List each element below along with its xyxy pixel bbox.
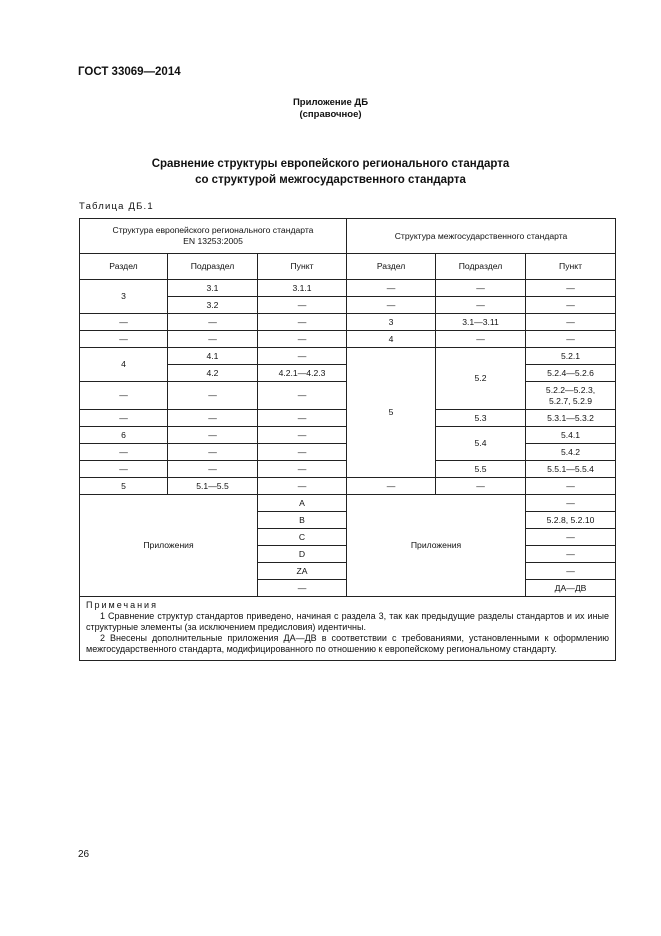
table-cell: 3	[80, 280, 168, 314]
table-cell: 6	[80, 427, 168, 444]
table-cell: —	[436, 297, 526, 314]
group-header-left	[80, 219, 347, 254]
table-cell: 3.2	[168, 297, 258, 314]
group-header-left-title: Структура европейского регионального стандарта	[112, 225, 314, 235]
table-cell: —	[80, 444, 168, 461]
table-cell: 4	[347, 331, 436, 348]
group-header-right: Структура межгосударственного стандарта	[347, 219, 616, 254]
table-row	[80, 495, 616, 512]
table-cell: —	[526, 495, 616, 512]
table-cell: —	[347, 478, 436, 495]
table-cell: 5.4	[436, 427, 526, 461]
comparison-table	[79, 218, 616, 661]
table-cell: 5.5	[436, 461, 526, 478]
table-cell: 5.4.1	[526, 427, 616, 444]
table-cell: 4.2.1—4.2.3	[258, 365, 347, 382]
table-cell: —	[258, 297, 347, 314]
table-cell: —	[168, 427, 258, 444]
annexes-cell-right: Приложения	[347, 495, 526, 597]
table-cell: —	[258, 427, 347, 444]
table-row	[80, 314, 616, 331]
note-2: 2 Внесены дополнительные приложения ДА—ДВ в соответствии с требованиями, установленными к оформлению межгосударственного стандарта, модифицированного по отношению к европейскому региональному стандарту.	[86, 633, 610, 654]
table-cell: —	[436, 331, 526, 348]
col-header: Подраздел	[436, 254, 526, 280]
table-cell: —	[258, 314, 347, 331]
table-cell: A	[258, 495, 347, 512]
group-header-left-std: EN 13253:2005	[183, 236, 243, 246]
annex-subtitle: (справочное)	[299, 109, 362, 120]
table-cell: —	[526, 529, 616, 546]
table-cell: —	[168, 410, 258, 427]
page-title-line2: со структурой межгосударственного стандарта	[195, 174, 466, 186]
table-cell: 5.3	[436, 410, 526, 427]
table-cell: —	[526, 314, 616, 331]
table-cell: —	[258, 382, 347, 410]
table-cell: ДА—ДВ	[526, 580, 616, 597]
table-cell: —	[258, 478, 347, 495]
table-cell: —	[347, 280, 436, 297]
col-header: Пункт	[526, 254, 616, 280]
notes-cell	[80, 597, 616, 661]
table-cell: 5.4.2	[526, 444, 616, 461]
table-cell: —	[80, 382, 168, 410]
table-cell: —	[258, 461, 347, 478]
table-row	[80, 331, 616, 348]
table-cell: 5.2	[436, 348, 526, 410]
table-cell: 5	[347, 348, 436, 478]
table-cell: —	[80, 410, 168, 427]
table-cell: —	[258, 410, 347, 427]
column-header-row	[80, 254, 616, 280]
table-cell: 4.2	[168, 365, 258, 382]
table-cell: 5.5.1—5.5.4	[526, 461, 616, 478]
table-cell: 4.1	[168, 348, 258, 365]
col-header: Раздел	[80, 254, 168, 280]
table-cell: —	[168, 444, 258, 461]
table-cell: 5.2.4—5.2.6	[526, 365, 616, 382]
table-cell: —	[526, 546, 616, 563]
table-cell: —	[526, 297, 616, 314]
table-cell: —	[258, 331, 347, 348]
table-cell: —	[526, 563, 616, 580]
table-cell: —	[526, 331, 616, 348]
table-cell: B	[258, 512, 347, 529]
table-cell: 5	[80, 478, 168, 495]
annexes-cell-left: Приложения	[80, 495, 258, 597]
table-cell: 5.2.1	[526, 348, 616, 365]
annex-title: Приложение ДБ	[292, 97, 369, 108]
table-row	[80, 348, 616, 365]
table-cell: —	[347, 297, 436, 314]
table-cell: —	[436, 280, 526, 297]
table-cell: —	[168, 314, 258, 331]
page-title-line1: Сравнение структуры европейского регионального стандарта	[151, 158, 510, 170]
table-cell: 4	[80, 348, 168, 382]
table-cell: —	[526, 478, 616, 495]
table-row	[80, 478, 616, 495]
table-cell: —	[168, 461, 258, 478]
table-cell: 5.2.8, 5.2.10	[526, 512, 616, 529]
table-cell	[526, 382, 616, 410]
notes-row	[80, 597, 616, 661]
table-cell: D	[258, 546, 347, 563]
table-cell: —	[258, 444, 347, 461]
page-number: 26	[78, 849, 90, 860]
table-cell: —	[526, 280, 616, 297]
table-cell: —	[80, 314, 168, 331]
table-cell: —	[258, 348, 347, 365]
table-cell: 5.1—5.5	[168, 478, 258, 495]
table-cell: 5.3.1—5.3.2	[526, 410, 616, 427]
table-cell: —	[80, 461, 168, 478]
table-cell: 3.1	[168, 280, 258, 297]
table-row	[80, 280, 616, 297]
col-header: Подраздел	[168, 254, 258, 280]
table-cell: —	[258, 580, 347, 597]
col-header: Раздел	[347, 254, 436, 280]
note-1: 1 Сравнение структур стандартов приведено, начиная с раздела 3, так как предыдущие разделы стандартов и их иные структурные элементы (за исключением предисловия) идентичны.	[86, 611, 610, 632]
table-cell: C	[258, 529, 347, 546]
table-cell: —	[168, 331, 258, 348]
table-cell: —	[168, 382, 258, 410]
table-header-row	[80, 219, 616, 254]
table-cell: —	[436, 478, 526, 495]
cell-line: 5.2.7, 5.2.9	[549, 395, 593, 406]
table-cell: 3.1.1	[258, 280, 347, 297]
cell-line: 5.2.2—5.2.3,	[545, 384, 596, 395]
table-cell: 3	[347, 314, 436, 331]
table-cell: 3.1—3.11	[436, 314, 526, 331]
table-cell: ZA	[258, 563, 347, 580]
notes-heading: Примечания	[86, 600, 158, 610]
table-label: Таблица ДБ.1	[79, 201, 154, 212]
table-cell: —	[80, 331, 168, 348]
document-header: ГОСТ 33069—2014	[78, 66, 181, 78]
col-header: Пункт	[258, 254, 347, 280]
